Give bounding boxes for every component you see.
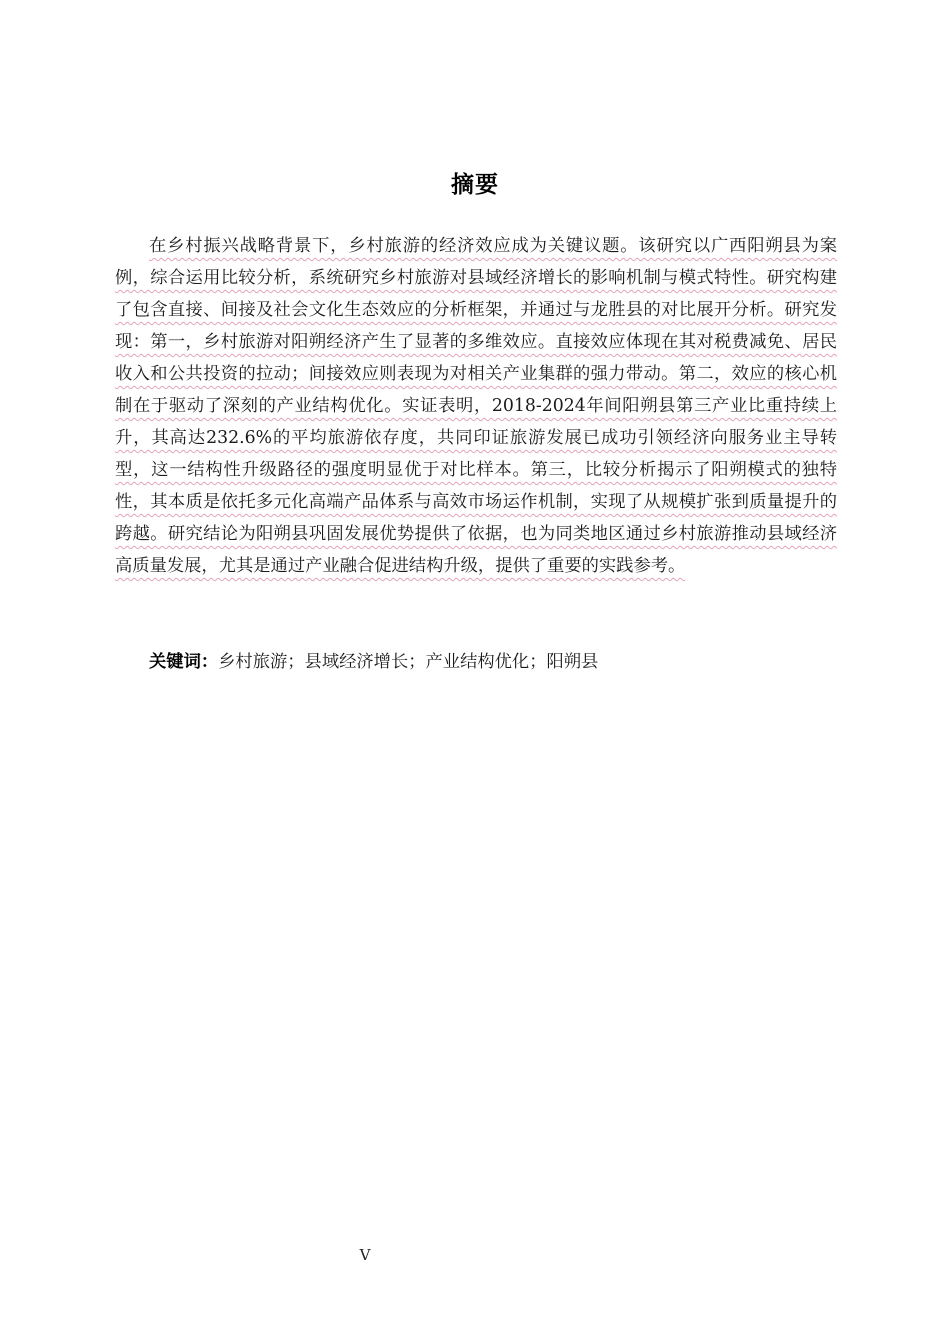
abstract-text: 在乡村振兴战略背景下，乡村旅游的经济效应成为关键议题。该研究以广西阳朔县为案例，综合运用比较分析，系统研究乡村旅游对县域经济增长的影响机制与模式特性。研究构建了包含直接、间接及社会文化生态效应的分析框架，并通过与龙胜县的对比展开分析。研究发现：第一，乡村旅游对阳朔经济产生了显著的多维效应。直接效应体现在其对税费减免、居民收入和公共投资的拉动；间接效应则表现为对相关产业集群的强力带动。第二，效应的核心机制在于驱动了深刻的产业结构优化。实证表明，2018-2024年间阳朔县第三产业比重持续上升，其高达232.6%的平均旅游依存度，共同印证旅游发展已成功引领经济向服务业主导转型，这一结构性升级路径的强度明显优于对比样本。第三，比较分析揭示了阳朔模式的独特性，其本质是依托多元化高端产品体系与高效市场运作机制，实现了从规模扩张到质量提升的跨越。研究结论为阳朔县巩固发展优势提供了依据，也为同类地区通过乡村旅游推动县域经济高质量发展，尤其是通过产业融合促进结构升级，提供了重要的实践参考。	[115, 236, 837, 576]
abstract-title: 摘要	[451, 172, 499, 198]
keywords-line	[149, 648, 829, 676]
abstract-body	[115, 230, 837, 582]
keywords-label: 关键词：	[149, 652, 219, 672]
page-number: V	[359, 1246, 371, 1264]
keywords-text: 乡村旅游；县域经济增长；产业结构优化；阳朔县	[218, 652, 599, 672]
